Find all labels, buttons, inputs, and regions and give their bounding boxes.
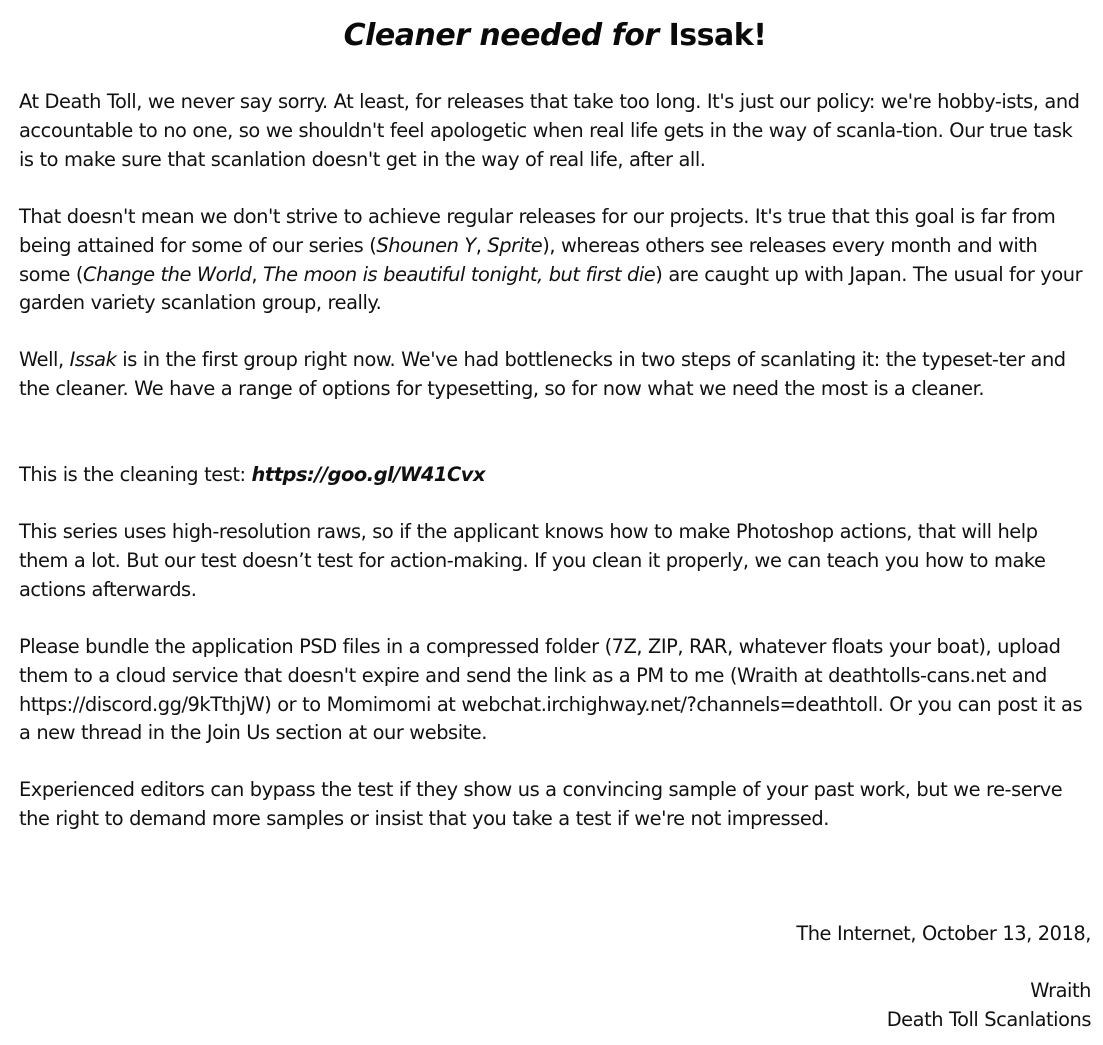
- signoff-name: Wraith: [1030, 979, 1091, 1002]
- paragraph-release-text-2: ), whereas others see releases every month and with some (: [19, 233, 1038, 286]
- paragraph-intro: At Death Toll, we never say sorry. At least, for releases that take too long. It's just our policy: we're hobby-ists, and accountable to no one, so we shouldn't feel apologetic when real life gets in the way of scanla-tion. Our true task is to make sure that scanlation doesn't get in the way of real life, after all.: [19, 90, 1080, 171]
- paragraph-issak-rest: is in the first group right now. We've had bottlenecks in two steps of scanlating it: the typeset-ter and the cleaner. We have a range of options for typesetting, so for now what we need the most is a cleaner.: [19, 348, 1066, 400]
- page-title-italic: Cleaner needed for: [343, 18, 659, 53]
- paragraph-release-sep-2: ,: [251, 262, 263, 286]
- paragraph-submission: Please bundle the application PSD files in a compressed folder (7Z, ZIP, RAR, whatever floats your boat), upload them to a cloud service that doesn't expire and send the link as a PM to me (Wraith at deathtolls-cans.net and https://discord.gg/9kTthjW) or to Momimomi at webchat.irchighway.net/?channels=deathtoll. Or you can post it as a new thread in the Join Us section at our website.: [19, 635, 1083, 745]
- series-title-issak: Issak: [69, 348, 117, 371]
- paragraph-cleaning-test: [19, 461, 1091, 490]
- page-title-series: Issak!: [668, 18, 767, 53]
- paragraph-release-schedule: [19, 203, 1091, 318]
- page-title: [19, 14, 1091, 58]
- paragraph-release-text-3: ) are caught up with Japan. The usual for your garden variety scanlation group, really.: [19, 262, 1083, 315]
- paragraph-release-text-1: That doesn't mean we don't strive to achieve regular releases for our projects. It's true that this goal is far from being attained for some of our series (: [19, 205, 1056, 257]
- paragraph-raws: This series uses high-resolution raws, so if the applicant knows how to make Photoshop actions, that will help them a lot. But our test doesn’t test for action-making. If you clean it properly, we can teach you how to make actions afterwards.: [19, 520, 1046, 601]
- series-title-the-moon: The moon is beautiful tonight, but first die: [262, 262, 656, 286]
- series-title-shounen-y: Shounen Y: [376, 233, 476, 257]
- cleaning-test-label: This is the cleaning test:: [19, 463, 252, 486]
- series-title-change-the-world: Change the World: [83, 262, 252, 286]
- document-page: [19, 14, 1091, 1031]
- series-title-sprite: Sprite: [487, 233, 543, 257]
- signoff-group: Death Toll Scanlations: [886, 1008, 1091, 1031]
- paragraph-issak-lead: Well,: [19, 348, 70, 371]
- paragraph-release-sep-1: ,: [475, 233, 488, 257]
- signoff-place-date: The Internet, October 13, 2018,: [796, 922, 1091, 945]
- paragraph-issak-status: [19, 346, 1091, 404]
- paragraph-experienced-editors: Experienced editors can bypass the test if they show us a convincing sample of your past work, but we re-serve the right to demand more samples or insist that you take a test if we're not impressed.: [19, 778, 1063, 830]
- cleaning-test-link[interactable]: https://goo.gl/W41Cvx: [251, 463, 485, 486]
